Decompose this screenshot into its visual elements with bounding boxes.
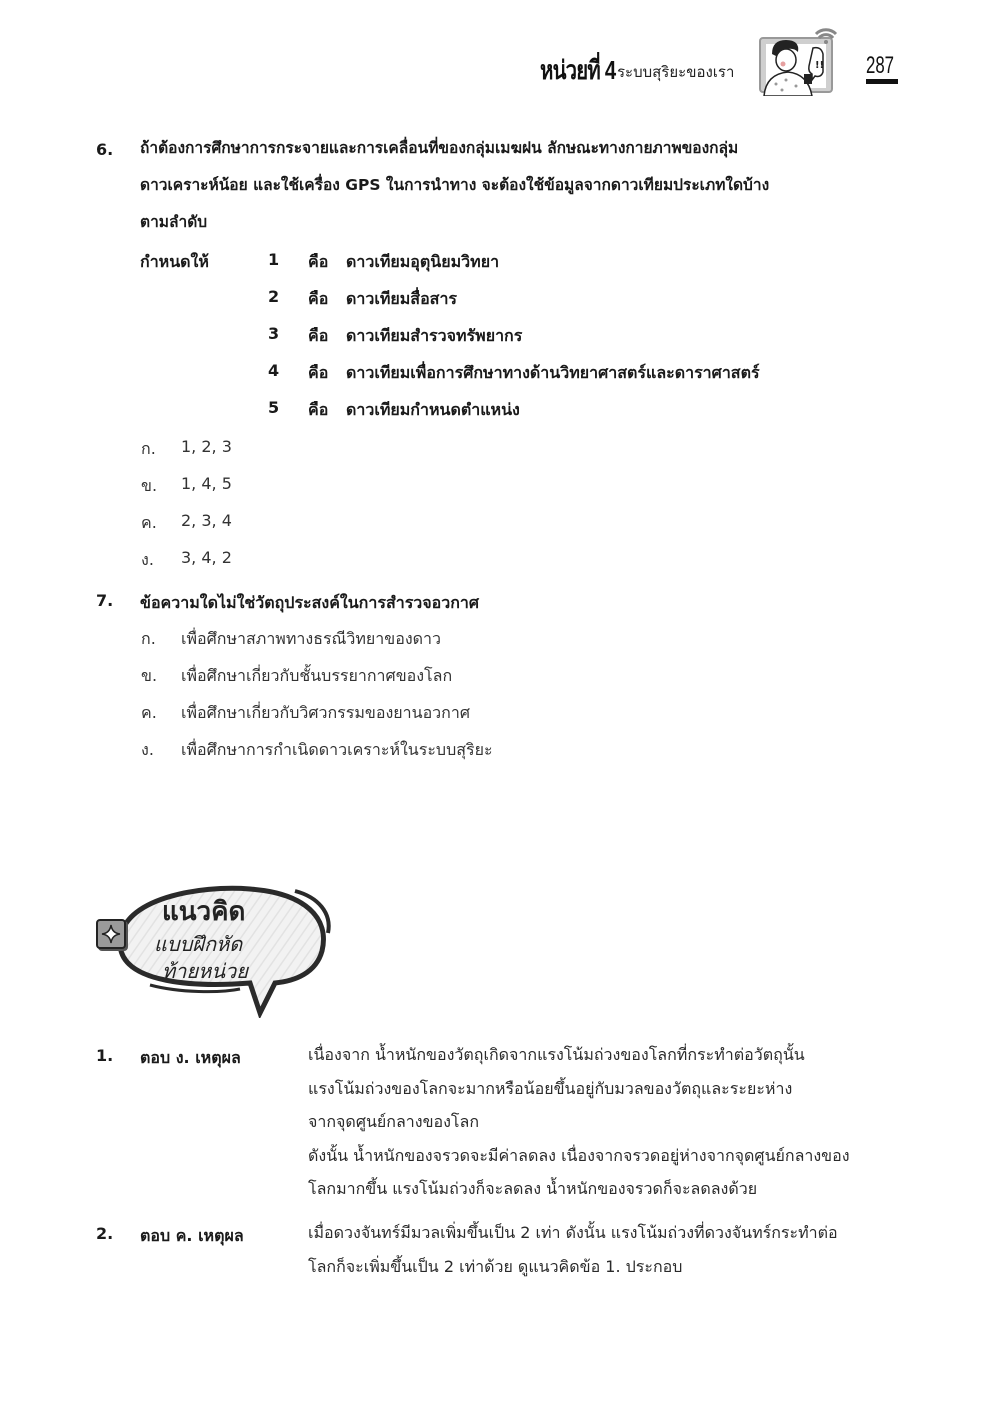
answer-explanation: [308, 1216, 898, 1283]
choice-label: ข.: [141, 666, 158, 685]
given-number: 3: [268, 324, 280, 343]
badge-subtitle-line2: ท้ายหน่วย: [162, 959, 248, 983]
badge-title: แนวคิด: [162, 897, 246, 927]
choice-text: 3, 4, 2: [181, 548, 232, 567]
answer-line: เนื่องจาก น้ำหนักของวัตถุเกิดจากแรงโน้มถ่วงของโลกที่กระทำต่อวัตถุนั้น: [308, 1045, 805, 1064]
choice-text: เพื่อศึกษาเกี่ยวกับชั้นบรรยากาศของโลก: [181, 666, 453, 685]
svg-text:!!: !!: [815, 60, 825, 71]
question-number: 7.: [96, 591, 114, 610]
diamond-sparkle-icon: [96, 919, 126, 949]
given-text: ดาวเทียมสื่อสาร: [346, 289, 458, 308]
question-text: [140, 130, 900, 241]
choice-text: 1, 2, 3: [181, 437, 232, 456]
section-badge: [90, 873, 340, 1018]
question-line: ตามลำดับ: [140, 213, 208, 231]
given-is: คือ: [308, 289, 329, 308]
choice-text: 2, 3, 4: [181, 511, 232, 530]
answer-explanation: [308, 1038, 898, 1206]
given-is: คือ: [308, 326, 329, 345]
answer-line: ดังนั้น น้ำหนักของจรวดจะมีค่าลดลง เนื่องจากจรวดอยู่ห่างจากจุดศูนย์กลางของ: [308, 1145, 850, 1165]
unit-label: หน่วยที่ 4: [540, 55, 616, 85]
given-text: ดาวเทียมสำรวจทรัพยากร: [346, 326, 523, 345]
choice-label: ค.: [141, 703, 157, 722]
answer-number: 2.: [96, 1224, 114, 1243]
answer-label: ตอบ ง. เหตุผล: [140, 1048, 241, 1067]
given-number: 4: [268, 361, 280, 380]
choice-label: ข.: [141, 476, 158, 495]
choice-text: 1, 4, 5: [181, 474, 232, 493]
question-line: ดาวเคราะห์น้อย และใช้เครื่อง GPS ในการนำทาง จะต้องใช้ข้อมูลจากดาวเทียมประเภทใดบ้าง: [140, 176, 770, 194]
choice-label: ก.: [141, 629, 156, 648]
given-number: 5: [268, 398, 280, 417]
choice-text: เพื่อศึกษาสภาพทางธรณีวิทยาของดาว: [181, 629, 441, 648]
given-is: คือ: [308, 363, 329, 382]
choice-label: ง.: [141, 550, 154, 569]
unit-title: ระบบสุริยะของเรา: [617, 63, 735, 81]
given-is: คือ: [308, 252, 329, 271]
answer-line: โลกมากขึ้น แรงโน้มถ่วงก็จะลดลง น้ำหนักของจรวดก็จะลดลงด้วย: [308, 1179, 758, 1198]
answer-number: 1.: [96, 1046, 114, 1065]
question-number: 6.: [96, 140, 114, 159]
choice-label: ก.: [141, 439, 156, 458]
person-with-phone-wifi-illustration: [758, 24, 840, 96]
given-is: คือ: [308, 400, 329, 419]
answer-line: โลกก็จะเพิ่มขึ้นเป็น 2 เท่าด้วย ดูแนวคิดข้อ 1. ประกอบ: [308, 1256, 683, 1276]
given-text: ดาวเทียมกำหนดตำแหน่ง: [346, 400, 520, 419]
given-text: ดาวเทียมเพื่อการศึกษาทางด้านวิทยาศาสตร์และดาราศาสตร์: [346, 363, 760, 382]
answer-line: แรงโน้มถ่วงของโลกจะมากหรือน้อยขึ้นอยู่กับมวลของวัตถุและระยะห่าง: [308, 1078, 793, 1098]
given-text: ดาวเทียมอุตุนิยมวิทยา: [346, 252, 500, 271]
page-number: 287: [866, 52, 895, 79]
given-number: 2: [268, 287, 280, 306]
answer-label: ตอบ ค. เหตุผล: [140, 1226, 244, 1245]
question-text: ข้อความใดไม่ใช่วัตถุประสงค์ในการสำรวจอวกาศ: [140, 593, 480, 612]
choice-label: ง.: [141, 740, 154, 759]
choice-text: เพื่อศึกษาการกำเนิดดาวเคราะห์ในระบบสุริยะ: [181, 740, 493, 759]
choice-text: เพื่อศึกษาเกี่ยวกับวิศวกรรมของยานอวกาศ: [181, 703, 470, 722]
badge-subtitle-line1: แบบฝึกหัด: [154, 932, 243, 956]
answer-line: จากจุดศูนย์กลางของโลก: [308, 1112, 480, 1131]
question-line: ถ้าต้องการศึกษาการกระจายและการเคลื่อนที่ของกลุ่มเมฆฝน ลักษณะทางกายภาพของกลุ่ม: [140, 139, 739, 157]
choice-label: ค.: [141, 513, 157, 532]
page-number-underline: [866, 79, 898, 84]
given-number: 1: [268, 250, 280, 269]
answer-line: เมื่อดวงจันทร์มีมวลเพิ่มขึ้นเป็น 2 เท่า ดังนั้น แรงโน้มถ่วงที่ดวงจันทร์กระทำต่อ: [308, 1223, 838, 1242]
given-label: กำหนดให้: [140, 252, 209, 271]
